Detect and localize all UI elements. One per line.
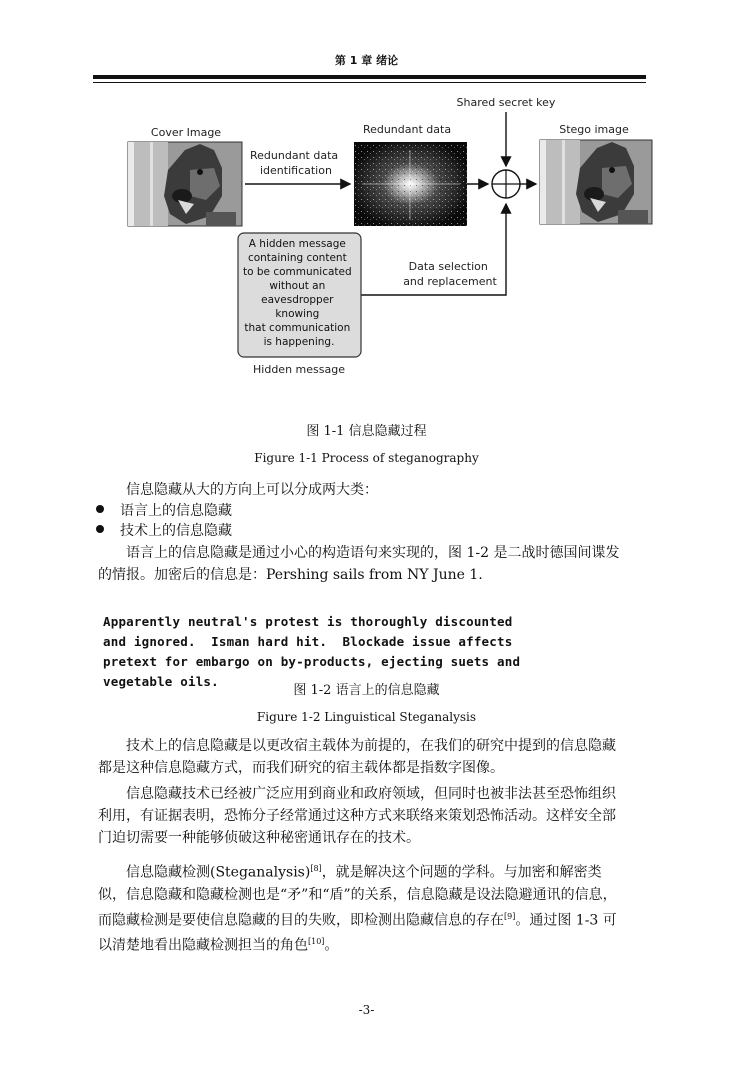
hidden-message-label: Hidden message — [253, 363, 345, 376]
combiner-node — [492, 170, 520, 198]
bullet-text: 语言上的信息隐藏 — [120, 503, 232, 519]
hidden-message-text: A hidden message containing content to be communicated without an eavesdropper knowing that communication is happening. — [242, 238, 352, 348]
stego-image-photo — [540, 140, 652, 224]
steganography-diagram — [0, 0, 733, 400]
bullet-item — [96, 521, 232, 541]
figure-1-caption-en: Figure 1-1 Process of steganography — [254, 451, 479, 465]
example-line: pretext for embargo on by-products, ejecting suets and — [103, 654, 521, 669]
bullet-icon — [96, 525, 104, 533]
steganalysis-text: 。 — [324, 937, 339, 954]
citation-ref: [9] — [504, 911, 516, 921]
redundant-identification-label: Redundant data identification — [250, 149, 339, 177]
figure-1-caption-cn: 图 1-1 信息隐藏过程 — [306, 424, 427, 439]
example-line: vegetable oils. — [103, 674, 219, 689]
paragraph-applications: 信息隐藏技术已经被广泛应用到商业和政府领域，但同时也被非法甚至恐怖组织利用，有证据表明，恐怖分子经常通过这种方式来联络来策划恐怖活动。这样安全部门迫切需要一种能够侦破这种秘密通讯存在的技术。 — [98, 786, 616, 846]
citation-ref: [8] — [310, 864, 322, 873]
example-line: Apparently neutral's protest is thoroughly discounted — [103, 614, 513, 629]
shared-secret-key-label: Shared secret key — [456, 96, 556, 109]
stego-image-label: Stego image — [559, 123, 629, 136]
redundant-data-label: Redundant data — [362, 123, 452, 136]
figure-2-caption-cn: 图 1-2 语言上的信息隐藏 — [293, 683, 440, 698]
page-number: -3- — [358, 1003, 375, 1017]
figure-2-caption-en: Figure 1-2 Linguistical Steganalysis — [256, 710, 477, 724]
example-line: and ignored. Isman hard hit. Blockade issue affects — [103, 634, 513, 649]
bullet-text: 技术上的信息隐藏 — [120, 523, 232, 539]
running-header: 第 1 章 绪论 — [334, 54, 399, 67]
steganalysis-text: 信息隐藏检测(Steganalysis) — [126, 864, 311, 881]
bullet-icon — [96, 505, 104, 513]
steganalysis-text: ，就是解决这个问题的学科。与加密和解密类似，信息隐藏和隐藏检测也是“矛”和“盾”的关系，信息隐藏是设法隐避通讯的信息，而隐藏检测是要使信息隐藏的目的失败，即检测出隐藏信息的存在 — [98, 864, 617, 929]
citation-ref: [10] — [308, 937, 325, 947]
paragraph-steganalysis — [98, 858, 628, 957]
cover-image-label: Cover Image — [150, 126, 222, 139]
redundant-data-image — [354, 142, 467, 226]
paragraph-technical: 技术上的信息隐藏是以更改宿主载体为前提的，在我们的研究中提到的信息隐藏都是这种信息隐藏方式，而我们研究的宿主载体都是指数字图像。 — [98, 738, 616, 776]
bullet-item — [96, 501, 232, 521]
steganalysis-text: 。通过图 1-3 可以清楚地看出隐藏检测担当的角色 — [98, 912, 617, 954]
linguistic-paragraph: 语言上的信息隐藏是通过小心的构造语句来实现的，图 1-2 是二战时德国间谍发的情报。加密后的信息是：Pershing sails from NY June 1. — [98, 545, 620, 583]
intro-sentence: 信息隐藏从大的方向上可以分成两大类： — [126, 482, 378, 498]
cover-image-photo — [128, 142, 242, 226]
data-selection-label: Data selection and replacement — [403, 260, 497, 288]
